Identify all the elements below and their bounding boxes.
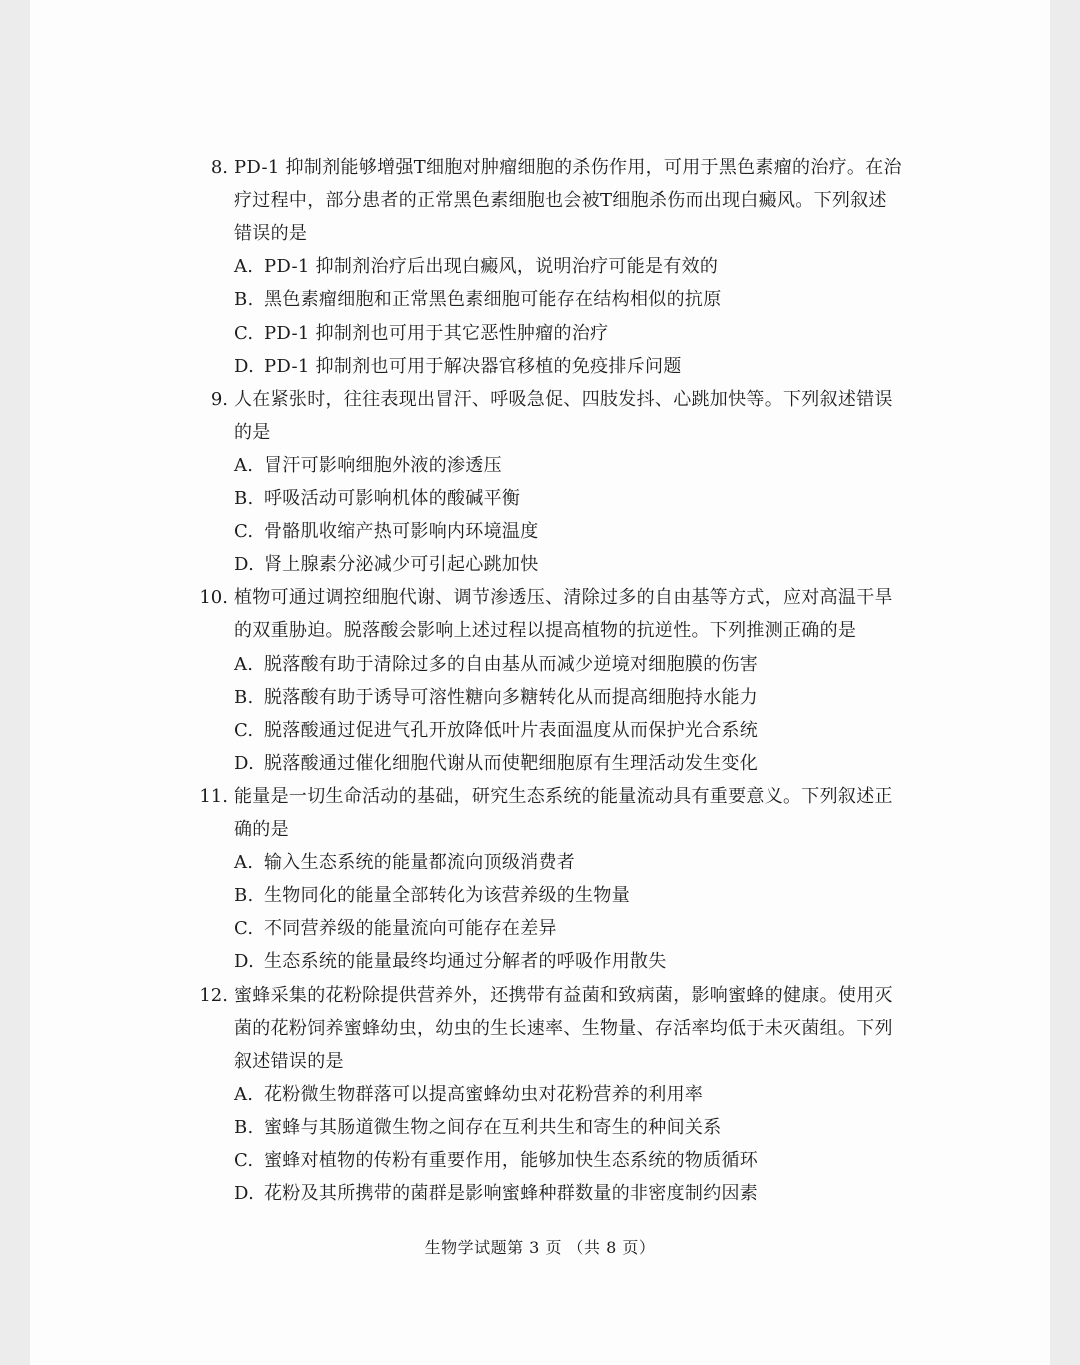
- option-label: B.: [234, 686, 254, 708]
- answer-option: [234, 884, 630, 908]
- option-label: D.: [234, 554, 255, 576]
- answer-option: [234, 950, 667, 974]
- option-text: 生态系统的能量最终均通过分解者的呼吸作用散失: [264, 951, 667, 973]
- option-label: B.: [234, 1116, 254, 1138]
- option-text: 冒汗可影响细胞外液的渗透压: [264, 454, 502, 476]
- option-text: 肾上腺素分泌减少可引起心跳加快: [264, 554, 539, 576]
- answer-option: [234, 454, 502, 478]
- question-stem-line: 的双重胁迫。脱落酸会影响上述过程以提高植物的抗逆性。下列推测正确的是: [234, 620, 857, 642]
- option-text: 脱落酸通过催化细胞代谢从而使靶细胞原有生理活动发生变化: [264, 752, 759, 774]
- answer-option: [234, 1149, 758, 1173]
- option-text: 黑色素瘤细胞和正常黑色素细胞可能存在结构相似的抗原: [264, 289, 722, 311]
- option-label: A.: [234, 1083, 254, 1105]
- question-stem-line: 人在紧张时，往往表现出冒汗、呼吸急促、四肢发抖、心跳加快等。下列叙述错误: [234, 388, 893, 410]
- option-text: 脱落酸通过促进气孔开放降低叶片表面温度从而保护光合系统: [264, 719, 759, 741]
- option-text: PD-1 抑制剂也可用于解决器官移植的免疫排斥问题: [264, 355, 682, 377]
- question-stem-line: PD-1 抑制剂能够增强T细胞对肿瘤细胞的杀伤作用，可用于黑色素瘤的治疗。在治: [234, 157, 902, 178]
- option-text: 输入生态系统的能量都流向顶级消费者: [264, 852, 576, 874]
- option-label: A.: [234, 852, 254, 874]
- page-footer: 生物学试题第 3 页 （共 8 页）: [424, 1238, 656, 1257]
- option-text: 生物同化的能量全部转化为该营养级的生物量: [264, 885, 630, 907]
- question-stem-line: 叙述错误的是: [234, 1050, 344, 1072]
- option-label: B.: [234, 289, 254, 311]
- answer-option: [234, 520, 539, 544]
- question-number: 10.: [199, 587, 228, 609]
- option-label: C.: [234, 918, 254, 940]
- option-text: 呼吸活动可影响机体的酸碱平衡: [264, 488, 521, 509]
- option-label: C.: [234, 1150, 254, 1171]
- question-number: 8.: [210, 157, 228, 178]
- option-text: 花粉微生物群落可以提高蜜蜂幼虫对花粉营养的利用率: [264, 1083, 704, 1105]
- option-text: 脱落酸有助于清除过多的自由基从而减少逆境对细胞膜的伤害: [264, 653, 759, 675]
- option-text: 蜜蜂与其肠道微生物之间存在互利共生和寄生的种间关系: [264, 1116, 722, 1138]
- answer-option: [234, 1083, 703, 1107]
- option-text: 不同营养级的能量流向可能存在差异: [264, 918, 557, 940]
- answer-option: [234, 553, 539, 577]
- option-label: D.: [234, 355, 255, 377]
- option-label: D.: [234, 752, 255, 774]
- option-text: 花粉及其所携带的菌群是影响蜜蜂种群数量的非密度制约因素: [264, 1183, 759, 1205]
- option-text: PD-1 抑制剂也可用于其它恶性肿瘤的治疗: [264, 322, 609, 344]
- answer-option: [234, 653, 758, 677]
- question-stem-line: 能量是一切生命活动的基础，研究生态系统的能量流动具有重要意义。下列叙述正: [234, 785, 893, 807]
- question-stem-line: 疗过程中，部分患者的正常黑色素细胞也会被T细胞杀伤而出现白癜风。下列叙述: [234, 190, 887, 212]
- answer-option: [234, 719, 758, 743]
- option-label: B.: [234, 488, 254, 509]
- option-label: D.: [234, 1183, 255, 1205]
- answer-option: [234, 686, 758, 710]
- answer-option: [234, 355, 682, 379]
- answer-option: [234, 322, 608, 346]
- answer-option: [234, 288, 722, 312]
- answer-option: [234, 1182, 758, 1206]
- answer-option: [234, 752, 758, 776]
- option-text: 脱落酸有助于诱导可溶性糖向多糖转化从而提高细胞持水能力: [264, 686, 759, 708]
- question-number: 12.: [199, 984, 228, 1006]
- option-label: C.: [234, 322, 254, 344]
- option-label: C.: [234, 521, 254, 543]
- option-text: 骨骼肌收缩产热可影响内环境温度: [264, 521, 539, 543]
- option-label: A.: [234, 256, 254, 278]
- answer-option: [234, 487, 520, 511]
- option-text: 蜜蜂对植物的传粉有重要作用，能够加快生态系统的物质循环: [264, 1150, 759, 1171]
- answer-option: [234, 255, 718, 279]
- answer-option: [234, 917, 557, 941]
- question-stem-line: 确的是: [234, 819, 289, 840]
- option-text: PD-1 抑制剂治疗后出现白癜风，说明治疗可能是有效的: [264, 256, 719, 278]
- question-number: 11.: [199, 785, 228, 807]
- option-label: A.: [234, 653, 254, 675]
- question-stem-line: 菌的花粉饲养蜜蜂幼虫，幼虫的生长速率、生物量、存活率均低于未灭菌组。下列: [234, 1017, 893, 1039]
- question-number: 9.: [210, 388, 228, 410]
- question-stem-line: 的是: [234, 421, 271, 443]
- option-label: B.: [234, 885, 254, 907]
- option-label: A.: [234, 454, 254, 476]
- exam-page: [30, 0, 1050, 1365]
- question-stem-line: 蜜蜂采集的花粉除提供营养外，还携带有益菌和致病菌，影响蜜蜂的健康。使用灭: [234, 984, 893, 1006]
- question-list: [30, 0, 1050, 1365]
- question-stem-line: 植物可通过调控细胞代谢、调节渗透压、清除过多的自由基等方式，应对高温干旱: [234, 587, 893, 609]
- answer-option: [234, 1116, 722, 1140]
- option-label: C.: [234, 719, 254, 741]
- question-stem-line: 错误的是: [234, 223, 308, 245]
- answer-option: [234, 851, 575, 875]
- option-label: D.: [234, 951, 255, 973]
